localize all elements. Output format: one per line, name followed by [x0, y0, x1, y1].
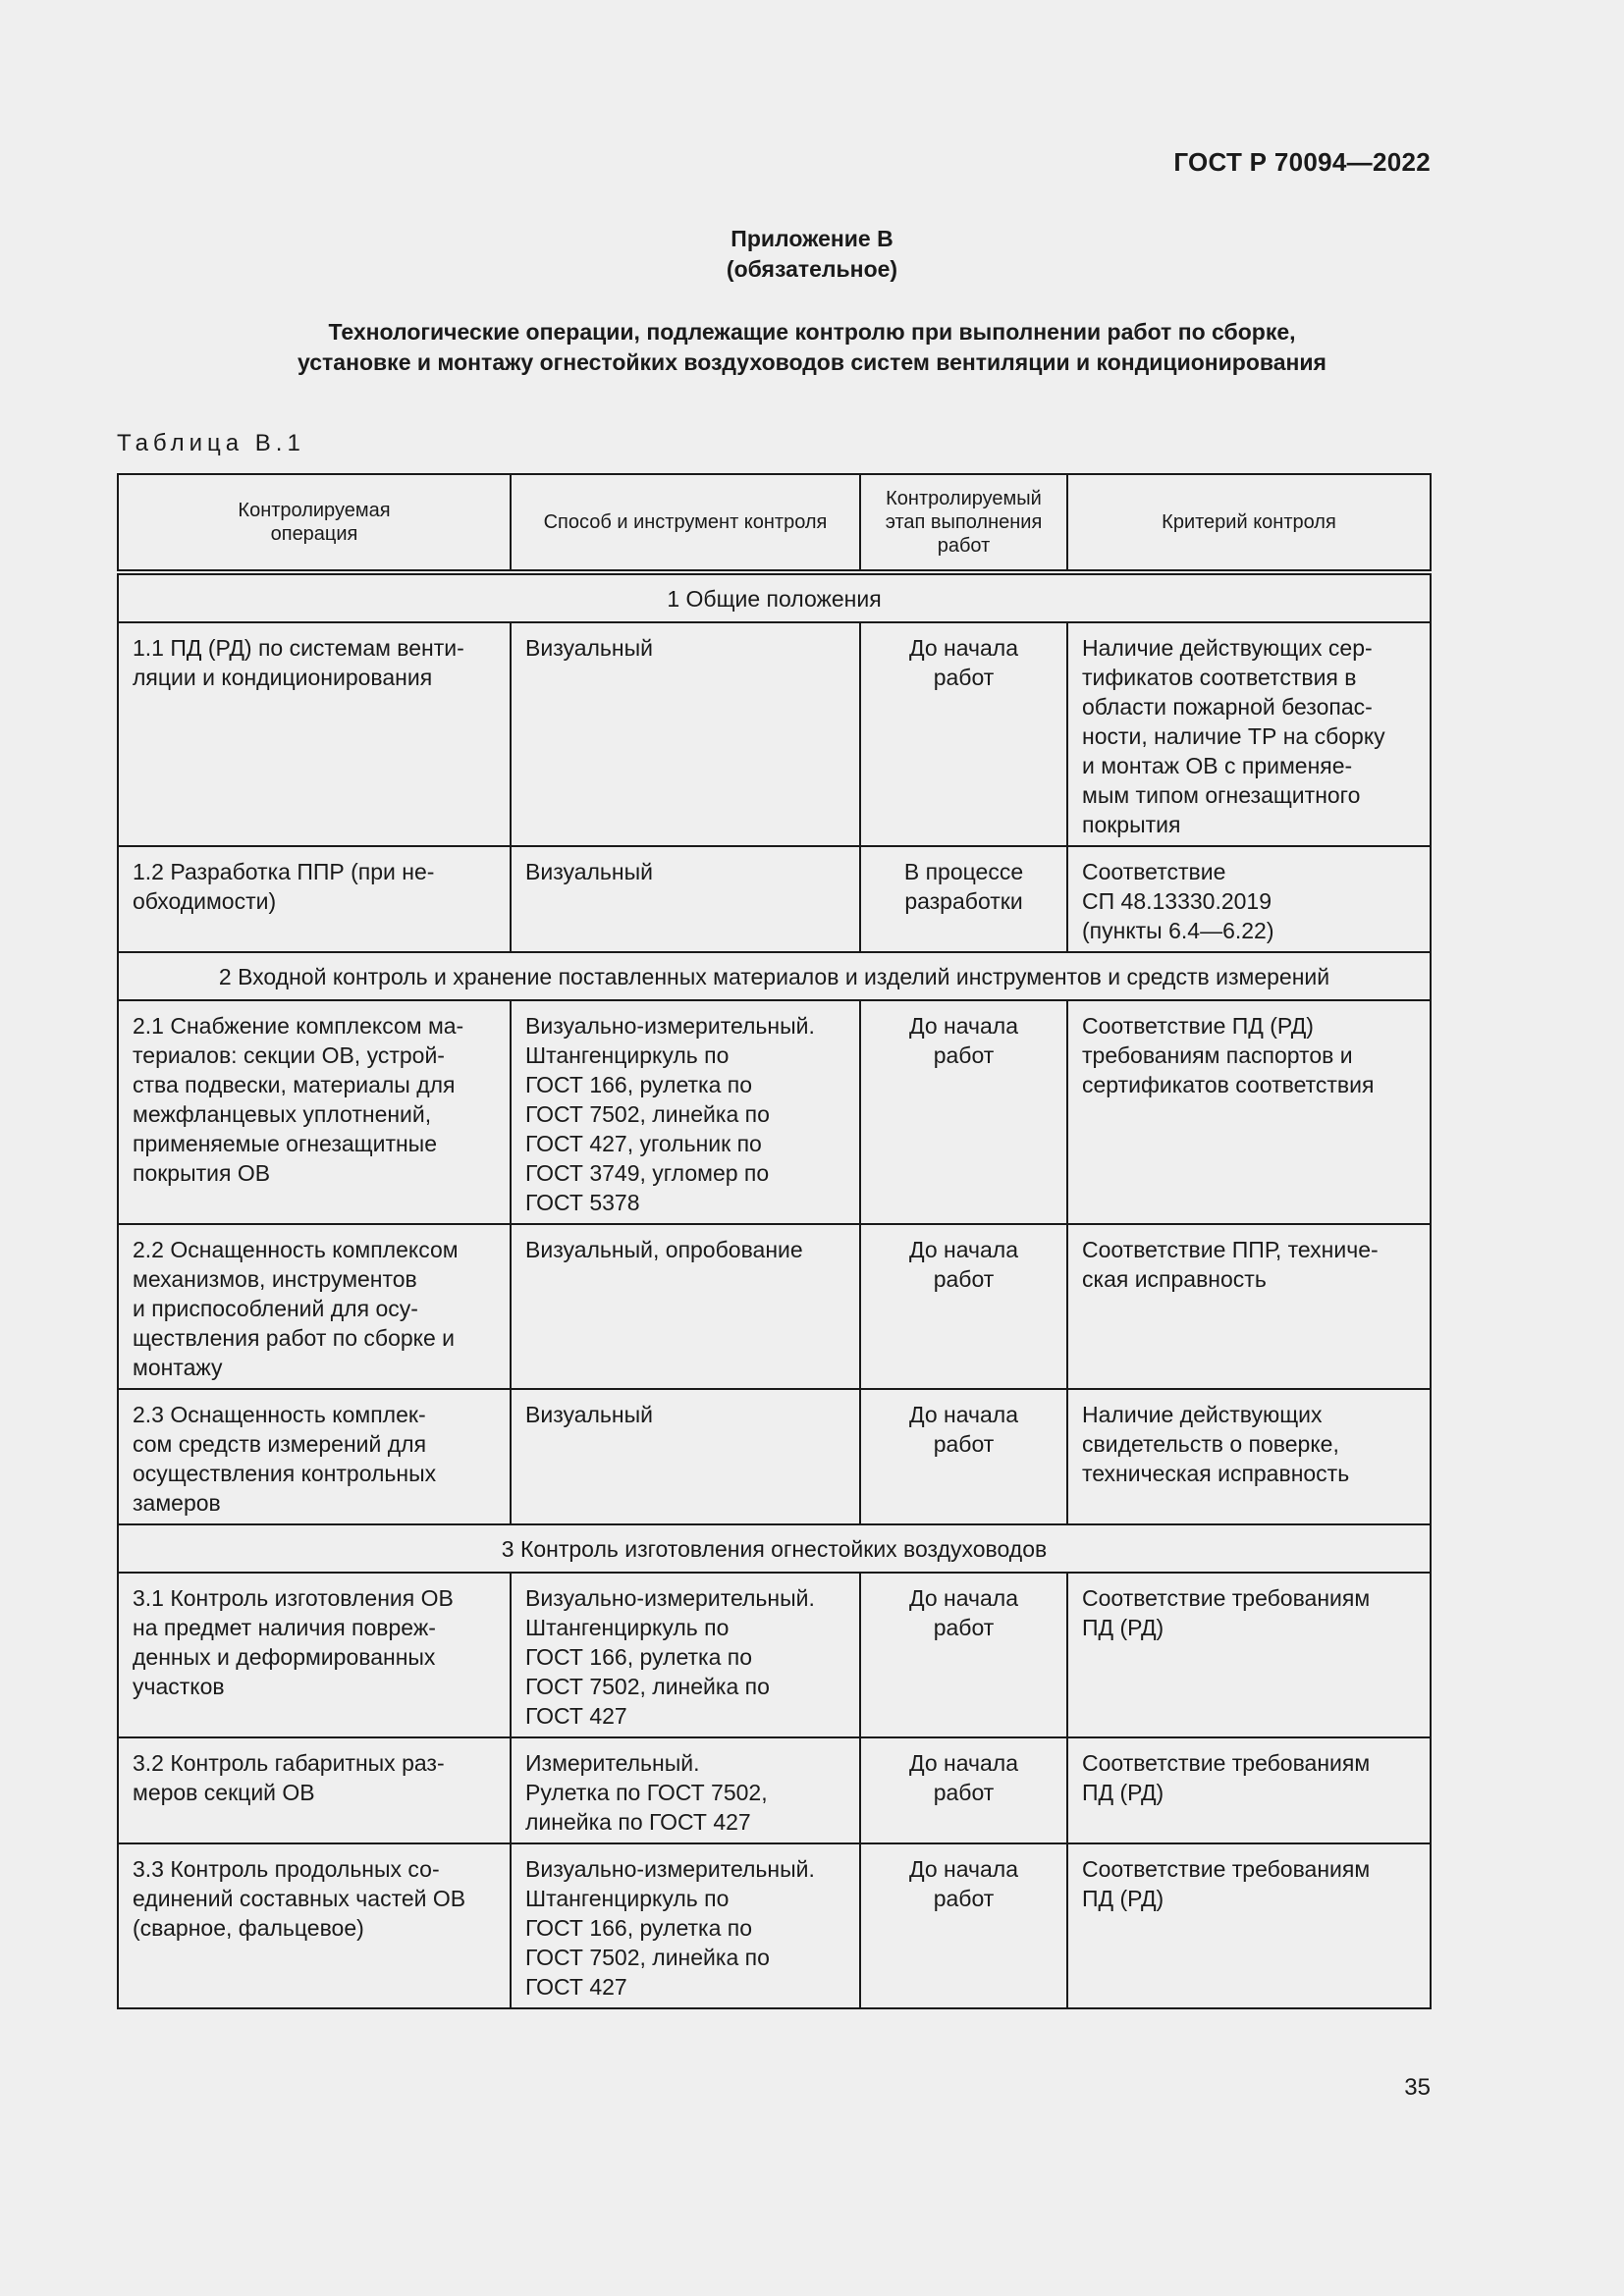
cell-line: Соответствие требованиям [1082, 1856, 1371, 1882]
cell-line: единений составных частей ОВ [133, 1886, 466, 1911]
cell-operation [118, 1573, 511, 1737]
cell-line: механизмов, инструментов [133, 1266, 417, 1292]
cell-line: Визуально-измерительный. [525, 1013, 815, 1039]
cell-stage [860, 1573, 1067, 1737]
header-text: Контролируемая [238, 500, 391, 521]
table-label: Таблица В.1 [117, 430, 305, 456]
cell-line: линейка по ГОСТ 427 [525, 1809, 751, 1835]
page-number: 35 [1404, 2074, 1431, 2101]
cell-line: В процессе [903, 859, 1024, 884]
document-code: ГОСТ Р 70094—2022 [1173, 147, 1431, 177]
cell-line: 1.2 Разработка ППР (при не- [133, 859, 435, 884]
cell-line: 3.2 Контроль габаритных раз- [133, 1750, 445, 1776]
cell-line: Рулетка по ГОСТ 7502, [525, 1780, 768, 1805]
section-title-line: Технологические операции, подлежащие контролю при выполнении работ по сборке, [328, 319, 1296, 345]
cell-line: свидетельств о поверке, [1082, 1431, 1339, 1457]
table-row [118, 622, 1431, 846]
table-row [118, 1389, 1431, 1524]
section-title-cell: 2 Входной контроль и хранение поставленных материалов и изделий инструментов и средств измерений [118, 952, 1431, 1000]
table-body [118, 572, 1431, 2008]
cell-line: ГОСТ 7502, линейка по [525, 1945, 770, 1970]
cell-line: Наличие действующих сер- [1082, 635, 1373, 661]
cell-line: ГОСТ 7502, линейка по [525, 1101, 770, 1127]
cell-line: териалов: секции ОВ, устрой- [133, 1042, 445, 1068]
cell-operation [118, 846, 511, 952]
cell-line: применяемые огнезащитные [133, 1131, 438, 1156]
cell-line: 2.2 Оснащенность комплексом [133, 1237, 459, 1262]
cell-operation [118, 1843, 511, 2008]
cell-line: покрытия ОВ [133, 1160, 271, 1186]
cell-line: мым типом огнезащитного [1082, 782, 1361, 808]
table-row [118, 1224, 1431, 1389]
cell-line: осуществления контрольных [133, 1461, 437, 1486]
cell-line: техническая исправность [1082, 1461, 1350, 1486]
section-row [118, 952, 1431, 1000]
cell-operation [118, 1389, 511, 1524]
cell-line: 1.1 ПД (РД) по системам венти- [133, 635, 464, 661]
table-row [118, 1843, 1431, 2008]
cell-method [511, 1573, 860, 1737]
cell-line: работ [933, 1042, 995, 1068]
cell-line: ГОСТ 166, рулетка по [525, 1915, 752, 1941]
cell-criterion [1067, 1000, 1431, 1224]
cell-line: замеров [133, 1490, 221, 1516]
cell-line: области пожарной безопас- [1082, 694, 1373, 720]
cell-line: разработки [904, 888, 1023, 914]
cell-line: Соответствие требованиям [1082, 1750, 1371, 1776]
header-criterion [1067, 474, 1431, 572]
cell-line: и приспособлений для осу- [133, 1296, 418, 1321]
table-row [118, 1573, 1431, 1737]
cell-line: работ [933, 1431, 995, 1457]
cell-line: ства подвески, материалы для [133, 1072, 456, 1097]
cell-criterion [1067, 1737, 1431, 1843]
section-row [118, 1524, 1431, 1573]
cell-line: Штангенциркуль по [525, 1615, 730, 1640]
cell-line: Соответствие ПД (РД) [1082, 1013, 1314, 1039]
cell-line: До начала [909, 1585, 1018, 1611]
cell-line: ГОСТ 7502, линейка по [525, 1674, 770, 1699]
cell-method [511, 1389, 860, 1524]
cell-line: межфланцевых уплотнений, [133, 1101, 432, 1127]
cell-line: ГОСТ 427 [525, 1703, 627, 1729]
cell-method [511, 622, 860, 846]
cell-line: 2.1 Снабжение комплексом ма- [133, 1013, 464, 1039]
cell-line: ПД (РД) [1082, 1886, 1164, 1911]
cell-line: До начала [909, 1402, 1018, 1427]
cell-line: Наличие действующих [1082, 1402, 1323, 1427]
cell-criterion [1067, 846, 1431, 952]
cell-line: 3.3 Контроль продольных со- [133, 1856, 440, 1882]
cell-operation [118, 1000, 511, 1224]
cell-stage [860, 1843, 1067, 2008]
cell-criterion [1067, 622, 1431, 846]
cell-stage [860, 1389, 1067, 1524]
section-title-cell: 1 Общие положения [118, 572, 1431, 622]
cell-line: работ [933, 1886, 995, 1911]
cell-line: ГОСТ 427 [525, 1974, 627, 2000]
cell-line: До начала [909, 635, 1018, 661]
header-text: этап выполнения [885, 511, 1043, 533]
cell-stage [860, 846, 1067, 952]
cell-stage [860, 1000, 1067, 1224]
header-stage [860, 474, 1067, 572]
section-row [118, 572, 1431, 622]
cell-line: 3.1 Контроль изготовления ОВ [133, 1585, 454, 1611]
header-text: Контролируемый [886, 488, 1042, 509]
header-text: работ [937, 535, 991, 557]
cell-line: на предмет наличия повреж- [133, 1615, 436, 1640]
cell-criterion [1067, 1573, 1431, 1737]
cell-line: Визуальный [525, 635, 653, 661]
cell-line: Визуальный [525, 859, 653, 884]
cell-line: ГОСТ 3749, угломер по [525, 1160, 770, 1186]
cell-line: сом средств измерений для [133, 1431, 427, 1457]
cell-line: меров секций ОВ [133, 1780, 315, 1805]
cell-line: тификатов соответствия в [1082, 665, 1357, 690]
table-row [118, 846, 1431, 952]
section-title [0, 317, 1624, 378]
cell-criterion [1067, 1843, 1431, 2008]
cell-line: покрытия [1082, 812, 1181, 837]
cell-line: ляции и кондиционирования [133, 665, 433, 690]
cell-line: ности, наличие ТР на сборку [1082, 723, 1385, 749]
cell-line: Визуально-измерительный. [525, 1585, 815, 1611]
cell-line: участков [133, 1674, 225, 1699]
cell-line: Измерительный. [525, 1750, 700, 1776]
header-text: Критерий контроля [1162, 511, 1336, 533]
appendix-title: Приложение В [731, 226, 893, 251]
cell-line: Визуальный [525, 1402, 653, 1427]
header-text: Способ и инструмент контроля [543, 511, 828, 533]
control-table-wrapper [117, 473, 1432, 2009]
appendix-subtitle: (обязательное) [726, 256, 898, 282]
cell-line: ГОСТ 166, рулетка по [525, 1072, 752, 1097]
cell-criterion [1067, 1224, 1431, 1389]
cell-method [511, 1737, 860, 1843]
cell-line: ГОСТ 166, рулетка по [525, 1644, 752, 1670]
cell-line: Соответствие ППР, техниче- [1082, 1237, 1379, 1262]
table-row [118, 1737, 1431, 1843]
cell-line: Визуальный, опробование [525, 1237, 803, 1262]
cell-line: Визуально-измерительный. [525, 1856, 815, 1882]
cell-line: работ [933, 1266, 995, 1292]
cell-line: ПД (РД) [1082, 1780, 1164, 1805]
cell-line: Штангенциркуль по [525, 1886, 730, 1911]
cell-criterion [1067, 1389, 1431, 1524]
cell-line: До начала [909, 1237, 1018, 1262]
control-table [117, 473, 1432, 2009]
cell-line: ПД (РД) [1082, 1615, 1164, 1640]
cell-method [511, 1224, 860, 1389]
cell-line: ГОСТ 5378 [525, 1190, 640, 1215]
cell-line: СП 48.13330.2019 [1082, 888, 1272, 914]
cell-line: и монтаж ОВ с применяе- [1082, 753, 1353, 778]
section-title-line: установке и монтажу огнестойких воздуховодов систем вентиляции и кондиционирования [298, 349, 1326, 375]
cell-line: ская исправность [1082, 1266, 1267, 1292]
cell-line: требованиям паспортов и [1082, 1042, 1353, 1068]
cell-method [511, 1843, 860, 2008]
cell-line: Соответствие требованиям [1082, 1585, 1371, 1611]
cell-line: ществления работ по сборке и [133, 1325, 455, 1351]
cell-line: работ [933, 665, 995, 690]
cell-line: монтажу [133, 1355, 223, 1380]
cell-line: (сварное, фальцевое) [133, 1915, 364, 1941]
header-operation [118, 474, 511, 572]
cell-line: До начала [909, 1856, 1018, 1882]
cell-method [511, 1000, 860, 1224]
table-row [118, 1000, 1431, 1224]
header-method [511, 474, 860, 572]
cell-operation [118, 1737, 511, 1843]
cell-line: Штангенциркуль по [525, 1042, 730, 1068]
cell-line: До начала [909, 1013, 1018, 1039]
cell-line: работ [933, 1780, 995, 1805]
cell-line: Соответствие [1082, 859, 1226, 884]
appendix-heading [0, 224, 1624, 285]
cell-method [511, 846, 860, 952]
cell-line: (пункты 6.4—6.22) [1082, 918, 1274, 943]
cell-line: ГОСТ 427, угольник по [525, 1131, 762, 1156]
cell-stage [860, 622, 1067, 846]
cell-operation [118, 1224, 511, 1389]
section-title-cell: 3 Контроль изготовления огнестойких воздуховодов [118, 1524, 1431, 1573]
cell-stage [860, 1224, 1067, 1389]
table-header-row [118, 474, 1431, 572]
cell-line: денных и деформированных [133, 1644, 436, 1670]
cell-operation [118, 622, 511, 846]
cell-stage [860, 1737, 1067, 1843]
header-text: операция [270, 523, 358, 545]
cell-line: работ [933, 1615, 995, 1640]
cell-line: 2.3 Оснащенность комплек- [133, 1402, 426, 1427]
cell-line: обходимости) [133, 888, 277, 914]
cell-line: До начала [909, 1750, 1018, 1776]
cell-line: сертификатов соответствия [1082, 1072, 1375, 1097]
